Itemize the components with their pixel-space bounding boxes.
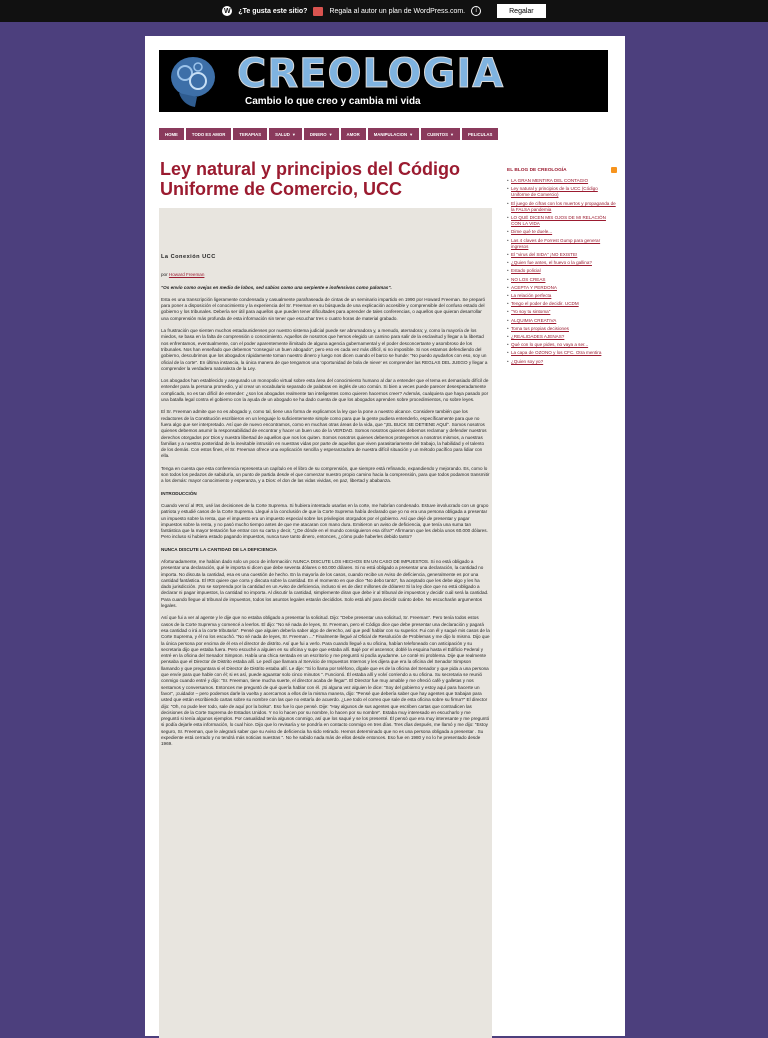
- recent-post-link[interactable]: • Las 4 claves de Forrest Gump para generar ingresos: [507, 238, 617, 250]
- recent-post-link[interactable]: • ACEPTA Y PERDONA: [507, 285, 617, 291]
- paragraph: Cuando vencí al IRS, usé las decisiones de la Corte Suprema. Si hubiera intentado usarlas en la corte, me habrían condenado. Estuve involucrado con un grupo patriota y estudié casos de la Corte Suprema. Llegué a la conclusión de que la Corte Suprema había declarado que yo no era una persona obligada a presentar un impuesto sobre la renta, que el impuesto era un impuesto especial sobre los privilegios otorgados por el gobierno. Así que dejé de presentar y pagar impuestos sobre la renta, y no pasó mucho tiempo antes de que me atacaran con mano dura. Emitieron un aviso de deficiencia, que tenía una suma tan fantástica que la mayor tentación fue entrar con su carta y decir, "¿De dónde en el mundo consiguieron esa cifra?" Afirmaron que les debía unos 60.000 dólares. Pero incluso si hubiera estado pagando impuestos, nunca tuve tanto dinero, entonces, ¿cómo pude haberles debido tanto?: [161, 502, 489, 540]
- post-quote: "Os envío como ovejas en medio de lobos, sed sabios como una serpiente e inofensivos como palomas".: [161, 284, 392, 290]
- menu-item-salud[interactable]: SALUD ▼: [269, 128, 302, 140]
- recent-post-link[interactable]: • Qué con lo que pides, no vaya a ser...: [507, 342, 617, 348]
- recent-post-link[interactable]: • LA GRAN MENTIRA DEL CONTAGIO: [507, 178, 617, 184]
- gift-icon: [313, 7, 323, 16]
- post-title: Ley natural y principios del Código Uniforme de Comercio, UCC: [160, 159, 461, 199]
- chevron-down-icon: ▼: [409, 131, 414, 137]
- post-content: [159, 208, 492, 1038]
- recent-post-link[interactable]: • Dime qué te duele...: [507, 229, 617, 235]
- recent-post-link[interactable]: • NO LOS CREAS: [507, 277, 617, 283]
- site-logo-text: CREOLOGIA: [237, 51, 505, 97]
- recent-post-link[interactable]: • ¿Quien fue antes, el huevo o la gallina?: [507, 260, 617, 266]
- rss-icon[interactable]: [611, 167, 617, 173]
- author-link[interactable]: Howard Freeman: [168, 272, 205, 278]
- site-tagline: Cambio lo que creo y cambia mi vida: [245, 96, 421, 107]
- section-heading: INTRODUCCIÓN: [161, 490, 197, 496]
- wordpress-icon: W: [224, 7, 231, 15]
- sidebar: [507, 167, 617, 367]
- paragraph: El Sr. Freeman admite que no es abogado y, como tal, tiene una forma de explicarnos la ley que la pone a nuestro alcance. Considere también que los redactores de la Constitución escribieron en un lenguaje lo suficientemente simple como para que la gente pudiera entenderlo, específicamente para que no fuera algo que ser interpretado. Así que de nuevo encontramos, como en muchas otras áreas de la vida, que "¡EL BUCK SE DETIENE AQUÍ". Somos nosotros quienes debemos asumir la responsabilidad de encontrar y hacer un buen uso de la VERDAD. Somos nosotros quienes debemos reclamar y defender nuestros derechos otorgados por Dios y nuestra libertad de aquellos que nos los quiten. Somos nosotros quienes debemos protegernos a nosotros mismos, a nuestras familias y a nuestra posteridad de la inevitable intrusión en nuestras vidas por parte de aquellos que viven parasitariamente del trabajo, la habilidad y el talento de los demás. Con estos fines, el Sr. Freeman ofrece una explicación sencilla y esperanzadora de nuestra difícil situación y un método pacífico para lidiar con ella.: [161, 409, 487, 459]
- site-banner[interactable]: [159, 50, 608, 112]
- recent-post-link[interactable]: • El "virus del SIDA" ¡NO EXISTE!: [507, 252, 617, 258]
- gift-button[interactable]: Regalar: [497, 4, 546, 18]
- menu-item-home[interactable]: HOME: [159, 128, 184, 140]
- info-icon[interactable]: i: [471, 6, 481, 16]
- paragraph: Afortunadamente, me habían dado solo un poco de información: NUNCA DISCUTE LOS HECHOS EN UN CASO DE IMPUESTOS. Si no está obligado a presentar una declaración, qué le importa si dicen que debe seventa dólares o 60.000 dólares. Si no está obligado a presentar una declaración, la cantidad no importa. No discuta la cantidad, esa es una cuestión de hecho. En la mayoría de los casos, cuando recibe un Aviso de deficiencia, generalmente es por una cantidad fantástica. El IRS quiere que corra y discuta sobre la cantidad. En el momento en que dice "No debo tanto", ha aceptado que les debe algo y les ha dado jurisdicción. ¡No se sorprenda por la cantidad en un Aviso de deficiencia, incluso si es de diez millones de dólares! Si la ley dice que no está obligado a declarar ni pagar impuestos, la cantidad no importa. Al discutir la cantidad, simplemente diran que debe ir al tribunal de impuestos y decidir cuál será la cantidad. Para cuando llegue al tribunal de impuestos, todos los asuntos legales estarán decididos. Solo está ahí para decidir cuánto debe. No escucharán argumentos legales.: [161, 558, 489, 609]
- recent-post-link[interactable]: • ¿REALIDADES AJENAS?: [507, 334, 617, 340]
- menu-item-dinero[interactable]: DINERO ▼: [304, 128, 339, 140]
- recent-post-link[interactable]: • "Yo soy tu sintoma": [507, 309, 617, 315]
- promo-offer: Regala al autor un plan de WordPress.com.: [329, 7, 466, 15]
- brain-gears-icon: [165, 53, 217, 109]
- recent-posts-list: [507, 178, 617, 365]
- chevron-down-icon: ▼: [328, 131, 333, 137]
- recent-post-link[interactable]: • ALQUIMIA CREATIVA: [507, 318, 617, 324]
- menu-item-terapias[interactable]: TERAPIAS: [233, 128, 267, 140]
- post-byline: por Howard Freeman: [161, 272, 205, 278]
- menu-item-cuentos[interactable]: CUENTOS ▼: [421, 128, 460, 140]
- page-container: [145, 36, 625, 1036]
- main-menu: [159, 128, 608, 140]
- sidebar-widget-title: EL BLOG DE CREOLOGÍA: [507, 167, 617, 173]
- post-subtitle: La Conexión UCC: [161, 254, 216, 260]
- recent-post-link[interactable]: • El juego de cifras con los muertos y propaganda de la FALSA pandemia: [507, 201, 617, 213]
- menu-item-manipulacion[interactable]: MANIPULACION ▼: [368, 128, 419, 140]
- recent-post-link[interactable]: • La relación perfecta: [507, 293, 617, 299]
- paragraph: Los abogados han establecido y asegurado un monopolio virtual sobre esta área del conocimiento humano al dar a entender que el tema es demasiado difícil de entender para la persona promedio, y al crear un vocabulario separado de palabras en inglés de uso común. Si bien a veces puede parecer desesperadamente complicado, no es tan difícil de entender: ¿son los abogados realmente tan inteligentes como quieren hacernos creer? Además, cualquiera que haya pasado por una batalla legal contra el gobierno con la ayuda de un abogado se ha dado cuenta de que los abogados aprenden sobre procedimientos, no sobre leyes.: [161, 378, 489, 403]
- recent-post-link[interactable]: • LO QUÉ DICEN MIS OJOS DE MI RELACIÓN CON LA VIDA: [507, 215, 617, 227]
- section-heading: NUNCA DISCUTE LA CANTIDAD DE LA DEFICIENCIA: [161, 546, 277, 552]
- menu-item-amor[interactable]: AMOR: [341, 128, 366, 140]
- recent-post-link[interactable]: • Ley natural y principios de la UCC (Código Uniforme de Comercio): [507, 186, 617, 198]
- paragraph: La frustración que sienten muchos estadounidenses por nuestro sistema judicial puede ser abrumadora y, a menudo, aterradora; y, como la mayoría de los miedos, se basa en la falta de comprensión o conocimiento. Aquellos de nosotros que hemos elegido un camino para salir de la esclavitud y llegar a la libertad nos enfrentamos, eventualmente, con el poder aparentemente ilimitado de alguna agencia gubernamental y el poder desconcertante y asombroso de los tribunales. Nos han enseñado que debemos "conseguir un buen abogado", pero eso es cada vez más difícil, si no imposible. Si nos estamos defendiendo del gobierno, descubrimos que los abogados rápidamente toman nuestro dinero y luego nos dicen cuando el barco se hunde: "No puedo ayudarlos con eso, soy un oficial de la corte". En última instancia, la única manera de que tengamos una 'oportunidad de bola de nieve' es comprender las REGLAS DEL JUEGO y llegar a comprender la verdadera naturaleza de la Ley.: [161, 328, 488, 371]
- menu-item-todo-es-amor[interactable]: TODO ES AMOR: [186, 128, 231, 140]
- paragraph: Tenga en cuenta que esta conferencia representa un capítulo en el libro de su comprensión, que siempre está refinando, expandiendo y mejorando. Es, como lo son todos los pedazos de sabiduría, un punto de partida desde el que comenzar nuestro propio camino hacia la comprensión, para que todos podamos transmitir a los demás: mayor conocimiento y esperanza, y a Dios: el don de las vidas vividas, en paz, libertad y ababanza.: [161, 465, 490, 484]
- recent-post-link[interactable]: • ¿Quien soy yo?: [507, 359, 617, 365]
- wordpress-promo-bar: [0, 0, 768, 22]
- paragraph: Así que fui a ver al agente y le dije que no estaba obligado a presentar la solicitud. Dijo: "Debe presentar una solicitud, Sr. Freeman". Pero tenía todos estos casos de la Corte Suprema y comencé a leerlos. El dijo: "No sé nada de leyes, Sr. Freeman, pero el Código dice que debe presentar una declaración y pagará esa cantidad o irá a la corte tributaria". Pensé que alguien debería saber algo de derecho, así que pedí hablar con su superior. Fui con él y saqué mis casos de la Corte Suprema, y él no los escuchó. "No sé nada de leyes, Sr. Freeman ..." Finalmente llegué al Oficial de Resolución de Problemas y me dijo lo mismo. Dijo que la única persona por encima de él era el director de distrito. Así que fui a verlo. Para cuando llegué a su oficina, habían telefoneado con anticipación y su secretaria dijo que estaba fuera. Pero escuché a alguien en su oficina y supe que estaba allí. Bajé por el ascensor, doblé la esquina hasta el Edificio Federal y entré en la oficina del Senador Simpson. Había una chica sentada en un escritorio y me preguntó si podía ayudarme. Le conté mi problema. Dije que realmente pensaba que el Director de Distrito estaba allí. Le pedí que llamara al Servicio de Impuestos Internos y les dijera que era la oficina del Senador Simpson llamando y que preguntara si el Director de Distrito estaba allí. Le dije: "Si lo llama por teléfono, dígale que es de la oficina del Senador y que pida a una persona que envíe para que hable con él; si es así, puede aguantar solo cinco minutos ". Funcionó. Él estaba allí y volví corriendo a su oficina. Su secretaria se reunió conmigo cuando entré y dijo: "Sr. Freeman, tiene mucha suerte, el director acaba de llegar". El Director fue muy amable y me ofreció café y galletas y nos sentamos y conversamos. Entonces me preguntó de qué quería hablar con él. ¡Si alguna vez alguien le dice: "Soy del gobierno y estoy aquí para hacerte un favor", ¡cuidado! – pero podemos darle la vuelta y acercarnos a ellos de la misma manera, dijo: "Pensé que debería saber que hay agentes que trabajan para usted que están escribiendo cartas sobre su nombre con las que no estaría de acuerdo. ¿Lee todo el correo que sale de esta oficina sobre su firma?" El director dijo: "Oh, no pude leer todo, sale de aquí por la bolsa". Eso fue lo que pensé. Dije: "Hay algunos de sus agentes que escriben cartas que contradicen las decisiones de la Corte Suprema de Estados Unidos. Y no lo hacen por su nombre, lo hacen por su nombre". Estaba muy interesado en escucharlo y me preguntó si tenía algunos ejemplos. Por casualidad tenía algunos conmigo, así que los saqué y se los presenté. Él pensó que era muy interesante y me preguntó si podía dejarle esta información, lo cual hice. Dijo que lo revisaría y se pondría en contacto conmigo en tres días. Tres días después, me llamó y me dijo: "Estoy seguro, Sr. Freeman, que le alegrará saber que su Aviso de deficiencia ha sido retirado. Hemos determinado que no es una persona obligada a presentar . Su expediente está cerrado y no tendrá más noticias nuestras ". No he sabido nada más de ellos desde entonces. Eso fue en 1980 y no lo he presentado desde 1969.: [161, 615, 490, 747]
- promo-question: ¿Te gusta este sitio?: [238, 7, 308, 15]
- paragraph: Esta es una transcripción ligeramente condensada y casualmente parafraseada de cintas de un seminario impartido en 1990 por Howard Freeman. Se preparó para poner a disposición el conocimiento y la experiencia del Sr. Freeman en su búsqueda de una explicación accesible y comprensible del confuso estado del gobierno y los tribunales. Debería ser útil para aquellos que pueden tener dificultades para aprender de tales conferencias, o aquellos que quieran desarrollar una comprensión más profunda de esta información sin tener que escuchar tres o cuatro horas de material grabado.: [161, 296, 486, 321]
- recent-post-link[interactable]: • Toma tus propias decisiones: [507, 326, 617, 332]
- menu-item-peliculas[interactable]: PELICULAS: [462, 128, 498, 140]
- chevron-down-icon: ▼: [450, 131, 454, 137]
- recent-post-link[interactable]: • La capa de OZONO y los CFC. Otra mentira: [507, 350, 617, 356]
- recent-post-link[interactable]: • Tengo el poder de decidir. UCDM: [507, 301, 617, 307]
- recent-post-link[interactable]: • Estado policial: [507, 268, 617, 274]
- chevron-down-icon: ▼: [291, 131, 296, 137]
